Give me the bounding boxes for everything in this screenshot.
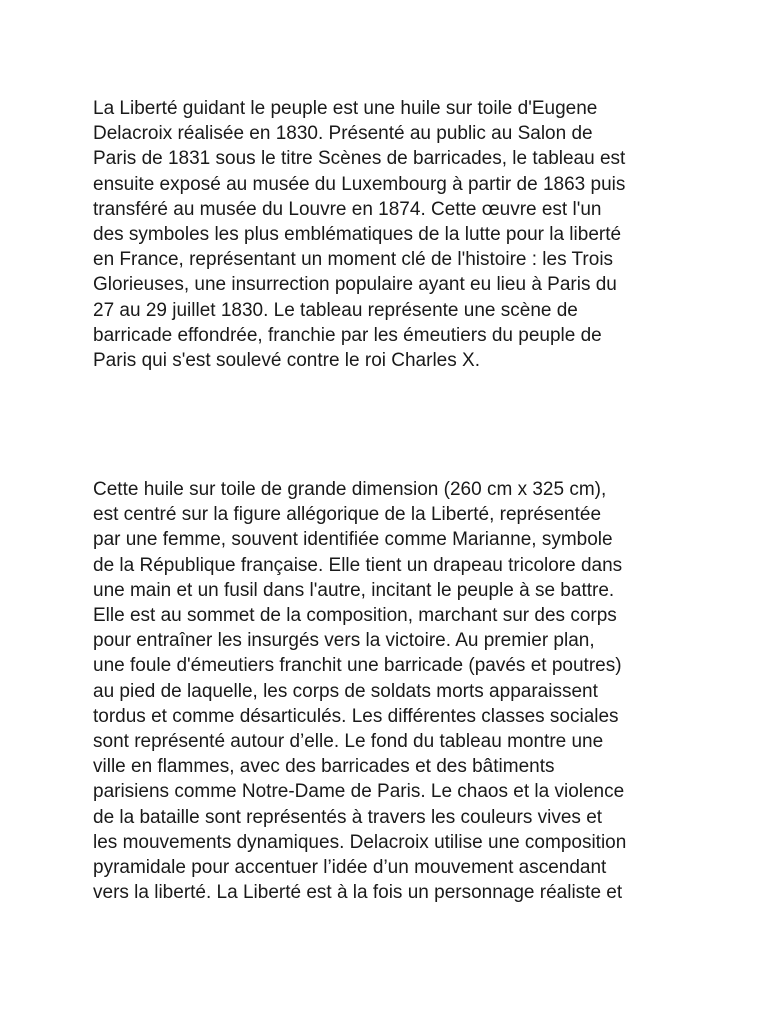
text-line: de la bataille sont représentés à travers les couleurs vives et (93, 806, 603, 828)
text-line: une foule d'émeutiers franchit une barricade (pavés et poutres) (93, 655, 622, 677)
text-line: Paris qui s'est soulevé contre le roi Charles X. (93, 350, 480, 372)
text-line: en France, représentant un moment clé de l'histoire : les Trois (93, 249, 614, 271)
text-line: au pied de laquelle, les corps de soldats morts apparaissent (93, 680, 598, 702)
text-line: Cette huile sur toile de grande dimension (260 cm x 325 cm), (93, 479, 607, 500)
text-line: les mouvements dynamiques. Delacroix utilise une composition (93, 831, 627, 853)
text-line: parisiens comme Notre-Dame de Paris. Le chaos et la violence (93, 781, 625, 803)
text-line: pyramidale pour accentuer l’idée d’un mouvement ascendant (93, 857, 607, 879)
text-line: Paris de 1831 sous le titre Scènes de barricades, le tableau est (93, 148, 626, 170)
text-line: tordus et comme désarticulés. Les différentes classes sociales (93, 705, 619, 727)
text-line: vers la liberté. La Liberté est à la fois un personnage réaliste et (93, 882, 623, 904)
text-line: de la République française. Elle tient un drapeau tricolore dans (93, 554, 623, 576)
text-line: ensuite exposé au musée du Luxembourg à partir de 1863 puis (93, 173, 626, 195)
paragraph-intro (93, 96, 693, 373)
text-line: pour entraîner les insurgés vers la victoire. Au premier plan, (93, 630, 595, 652)
text-line: une main et un fusil dans l'autre, incitant le peuple à se battre. (93, 579, 615, 601)
text-line: Glorieuses, une insurrection populaire ayant eu lieu à Paris du (93, 274, 617, 296)
text-line: 27 au 29 juillet 1830. Le tableau représente une scène de (93, 299, 578, 321)
text-line: La Liberté guidant le peuple est une huile sur toile d'Eugene (93, 98, 598, 119)
text-line: transféré au musée du Louvre en 1874. Cette œuvre est l'un (93, 198, 602, 220)
paragraph-description (93, 477, 693, 905)
text-line: est centré sur la figure allégorique de la Liberté, représentée (93, 504, 602, 526)
text-line: Elle est au sommet de la composition, marchant sur des corps (93, 605, 617, 627)
text-line: sont représenté autour d’elle. Le fond du tableau montre une (93, 731, 604, 753)
text-line: ville en flammes, avec des barricades et des bâtiments (93, 756, 555, 778)
text-line: par une femme, souvent identifiée comme Marianne, symbole (93, 529, 613, 551)
text-line: Delacroix réalisée en 1830. Présenté au public au Salon de (93, 123, 593, 145)
text-line: barricade effondrée, franchie par les émeutiers du peuple de (93, 324, 602, 346)
text-line: des symboles les plus emblématiques de la lutte pour la liberté (93, 224, 622, 246)
